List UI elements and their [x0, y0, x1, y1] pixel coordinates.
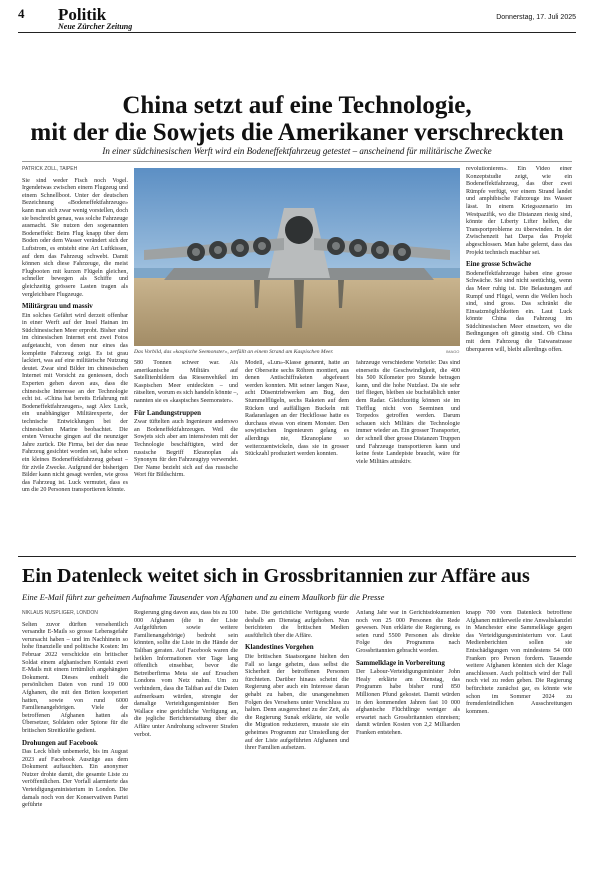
- article2-column-1: [22, 610, 128, 868]
- subheading: Drohungen auf Facebook: [22, 738, 98, 747]
- paragraph: Sie sind weder Fisch noch Vogel. Irgendetwas zwischen einem Flugzeug und einem Schnellboot. Unter der deutschen Bezeichnung «Bodeneffektfahrzeuge» kann man sich zwar wenig vorstellen, doch sie beschreibt genau, was solche Fahrzeuge ausmacht. Sie nutzen den sogenannten Bodeneffekt: Beim Flug knapp über dem Boden oder dem Wasser verändert sich der Luftstrom, es entsteht eine Art Luftkissen, auf dem das Fahrzeug schwebt. Damit können sich diese Fahrzeuge, die meist Flugbooten mit kurzen Flügeln gleichen, schneller bewegen als Schiffe und gleichzeitig grössere Lasten tragen als vergleichbare Flugzeuge.: [22, 177, 128, 298]
- headline-line-1: China setzt auf eine Technologie,: [122, 92, 472, 119]
- subheading: Eine grosse Schwäche: [466, 260, 532, 269]
- photo-caption: Das Vorbild, das «kaspische Seemonster», zerfällt an einem Strand am Kaspischen Meer.: [134, 349, 334, 355]
- headline-line-2: mit der die Sowjets die Amerikaner verschreckten: [30, 119, 564, 146]
- newspaper-brand: Neue Zürcher Zeitung: [58, 22, 133, 31]
- photo-credit: IMAGO: [446, 349, 460, 354]
- article1-column-3: [245, 360, 349, 552]
- article2-column-2: [134, 610, 238, 868]
- paragraph: Bodeneffektfahrzeuge haben eine grosse Schwäche. Sie sind nicht seetüchtig, wenn das Meer ruhig ist. Die Belastungen auf Rumpf und Flügel, wenn die Wellen hoch sind, sind gross. Das schränkt die Einsatzmöglichkeiten ein. Laut Luck könnte China das Fahrzeug im Südchinesischen Meer einsetzen, wo die Bedingungen oft günstig sind. Ob China mit dem Fahrzeug die Taiwanstrasse überqueren will, bleibt allerdings offen.: [466, 270, 572, 353]
- section-title: Politik: [58, 5, 107, 24]
- article1-subtitle: In einer südchinesischen Werft wird ein Bodeneffektfahrzeug getestet – anscheinend für militärische Zwecke: [102, 146, 492, 156]
- article2-byline: NIKLAUS NUSPLIGER, LONDON: [22, 610, 98, 616]
- article1-column-1: [22, 166, 128, 552]
- article1-column-2: [134, 360, 238, 552]
- paragraph: Ein solches Gefährt wird derzeit offenbar in einer Werft auf der Insel Hainan im Südchinesischen Meer erprobt. Bisher sind im chinesischen Internet erst zwei Fotos aufgetaucht, von denen nur eines das komplette Fahrzeug zeigt. Es ist grau lackiert, was auf eine militärische Nutzung deutet. Zwar sind Bilder im chinesischen Internet mit Vorsicht zu geniessen, doch Experten gehen davon aus, dass die chinesische Interesse an der Technologie echt ist. «China hat bereits Erfahrung mit Bodeneffektfahrzeugen», sagt Alex Luck, ein unabhängiger Militärexperte, der technische Entwicklungen bei der chinesischen Marine beobachtet. Die ersten Versuche gingen auf die neunziger Jahre zurück. Die Firma, bei der das neue Fahrzeug gesichtet worden sei, habe schon ein kleines Bodeneffektfahrzeug gebaut – für zivile Zwecke. Aufgrund der bisherigen Bilder kann nicht gesagt werden, wie gross das Fahrzeug ist. Luck vermutet, dass es um die 20 Personen transportieren könnte.: [22, 312, 128, 494]
- paragraph: fahrzeuge verschiedene Vorteile: Das sind einerseits die Geschwindigkeit, die 400 bis 500 Kilometer pro Stunde betragen kann, und die hohe Nutzlast. Da sie sehr tief fliegen, bleiben sie buchstäblich unter dem Radar. Gleichzeitig können sie im Tiefflug nicht von Seeminen und Torpedos getroffen werden. Darum schauen sich Militärs die Technologie immer wieder an. Ein grosser Transporter, der schnell über grosse Distanzen Truppen und Fahrzeuge transportieren kann und keine feste Landepiste braucht, wäre für viele Militärs attraktiv.: [356, 360, 460, 465]
- paragraph: Regierung ging davon aus, dass bis zu 100 000 Afghanen (die in der Liste Aufgeführten sowie weitere Familienangehörige) bedroht sein könnten, sollte die Liste in die Hände der Taliban geraten. Auf Facebook waren die heiklen Informationen vier Tage lang öffentlich einsehbar, bevor die Betreiberfirma Meta sie auf Ersuchen Londons vom Netz nahm. Um zu verhindern, dass die Taliban auf die Daten aufmerksam würden, strengte der damalige Verteidigungsminister Ben Wallace eine gerichtliche Verfügung an, die jegliche Berichterstattung über die Affäre unter Androhung schwerer Strafen verbot.: [134, 610, 238, 738]
- paragraph: 580 Tonnen schwer war. Als amerikanische Militärs auf Satellitenbildern das Riesenvehikel im Kaspischen Meer entdeckten – und rätselten, worum es sich handeln könnte –, nannten sie es «kaspisches Seemonster».: [134, 360, 238, 404]
- paragraph: revolutionieren». Ein Video einer Konzeptstudie zeigt, wie ein Bodeneffektfahrzeug, das über zwei Rümpfe verfügt, vor einem Strand landet und amphibische Fahrzeuge ins Wasser lässt. In einem Kriegsszenario im Westpazifik, wo die Distanzen riesig sind, könnte der Liberty Lifter helfen, die Transportprobleme zu überwinden. In der Zwischenzeit hat Darpa das Projekt abgeschlossen. Man habe gelernt, dass das Projekt technisch machbar sei.: [466, 166, 572, 256]
- article2-column-5: [466, 610, 572, 868]
- article2-subtitle: Eine E-Mail führt zur geheimen Aufnahme Tausender von Afghanen und zu einem Maulkorb für die Presse: [22, 592, 385, 602]
- paragraph: Die britischen Staatsorgane hielten den Fall so lange geheim, dass selbst die Sicherheit der betroffenen Personen fürchteten. Darüber hinaus scheint die Regierung aber auch ein Interesse daran gehabt zu haben, die unangenehmen Folgen des Versehens unter Verschluss zu halten. Denn ausgerechnet zu der Zeit, als die Regierung Sunak erklärte, sie wolle die Migration reduzieren, musste sie ein geheimes Programm zur Umsiedlung der auf der Liste aufgeführten Afghanen und ihrer Familien aufsetzen.: [245, 653, 349, 752]
- paragraph: Das Leck blieb unbemerkt, bis im August 2023 auf Facebook Auszüge aus dem Dokument auftauchten. Ein anonymer Nutzer drohte damit, die gesamte Liste zu veröffentlichen. Der Vorfall alarmierte das Verteidigungsministerium in London. Die damals noch von der Konservativen Partei geführte: [22, 749, 128, 809]
- ekranoplan-photo: [134, 168, 460, 346]
- article1-column-4: [356, 360, 460, 552]
- paragraph: Anfang Jahr war in Gerichtsdokumenten noch von 25 000 Personen die Rede gewesen. Nun erklärte die Regierung, es seien rund 5500 Personen als direkte Folge des Programms nach Grossbritannien gebracht worden.: [356, 610, 460, 654]
- paragraph: Selten zuvor dürften versehentlich versandte E-Mails so grosse Lebensgefahr verursacht haben – und im Nachhinein so hohe finanzielle und politische Kosten: Im Februar 2022 verschickte ein britischer Soldat einem afghanischen Kontakt zwei E-Mails mit einem irrtümlich angehängten Dokument. Dieses enthielt die persönlichen Daten von rund 19 000 Afghanen, die mit den Briten kooperiert hatten, sowie von rund 6000 Familienangehörigen. Viele der betroffenen Afghanen hatten als Übersetzer, Soldaten oder Spione für die britischen Streitkräfte gedient.: [22, 621, 128, 734]
- issue-date: Donnerstag, 17. Juli 2025: [496, 14, 576, 21]
- subheading: Klandestines Vorgehen: [245, 643, 314, 652]
- article1-column-5: [466, 166, 572, 552]
- article2-headline: Ein Datenleck weitet sich in Grossbritannien zur Affäre aus: [22, 565, 530, 587]
- article2-column-4: [356, 610, 460, 868]
- article1-byline: PATRICK ZOLL, TAIPEH: [22, 166, 78, 172]
- paragraph: Der Labour-Verteidigungsminister John Healy erklärte am Dienstag, das Programm habe bisher rund 850 Millionen Pfund gekostet. Damit würden in den kommenden Jahren fast 10 000 afghanische Flüchtlinge weniger als erwartet nach Grossbritannien einreisen; damit würden Kosten von 2,2 Milliarden Franken entstehen.: [356, 669, 460, 736]
- paragraph: Zwar tüftelten auch Ingenieure anderswo an Bodeneffektfahrzeugen. Weil die Sowjets sich aber am intensivsten mit der Technologie beschäftigten, wird der russische Begriff Ekranoplan als Synonym für den Fahrzeugtyp verwendet. Der Name bezieht sich auf das russische Wort für Bildschirm.: [134, 419, 238, 479]
- subheading: Militärgrau und massiv: [22, 302, 93, 311]
- subheading: Für Landungstruppen: [134, 408, 201, 417]
- article-separator: [18, 556, 576, 557]
- paragraph: Modell, «Lun»-Klasse genannt, hatte an der Oberseite sechs Röhren montiert, aus denen Antischiffraketen abgefeuert werden konnten. Mit seiner langen Nase, acht Düsentriebwerken am Bug, den Stummelflügeln, sechs Raketen auf dem Rücken und auffälligen Buckeln mit Radaranlagen an der Heckflosse hatte es durchaus etwas von einem Monster. Den sowjetischen Ingenieuren gelang es allerdings nie, Ekranoplane so weiterzuentwickeln, dass sie in grosser Stückzahl produziert werden konnten.: [245, 360, 349, 458]
- divider: [22, 161, 572, 162]
- page-number: 4: [18, 6, 25, 21]
- paragraph: knapp 700 vom Datenleck betroffene Afghanen mittlerweile eine Anwaltskanzlei in Manchester eine Sammelklage gegen das Verteidigungsministerium vor. Laut Medienberichten sollen sie Entschädigungen von mindestens 54 000 Franken pro Person fordern. Tausende weitere Afghanen könnten sich der Klage anschliessen. Auch politisch wird der Fall noch viel zu reden geben. Die Regierung befürchtete zunächst gar, es könnte wie schon im Sommer 2024 zu fremdenfeindlichen Ausschreitungen kommen.: [466, 610, 572, 715]
- page-header: [18, 6, 576, 33]
- subheading: Sammelklage in Vorbereitung: [356, 658, 445, 667]
- article2-column-3: [245, 610, 349, 868]
- paragraph: habe. Die gerichtliche Verfügung wurde deshalb am Dienstag aufgehoben. Nun berichteten die britischen Medien ausführlich über die Affäre.: [245, 610, 349, 639]
- article1-headline: [22, 92, 572, 146]
